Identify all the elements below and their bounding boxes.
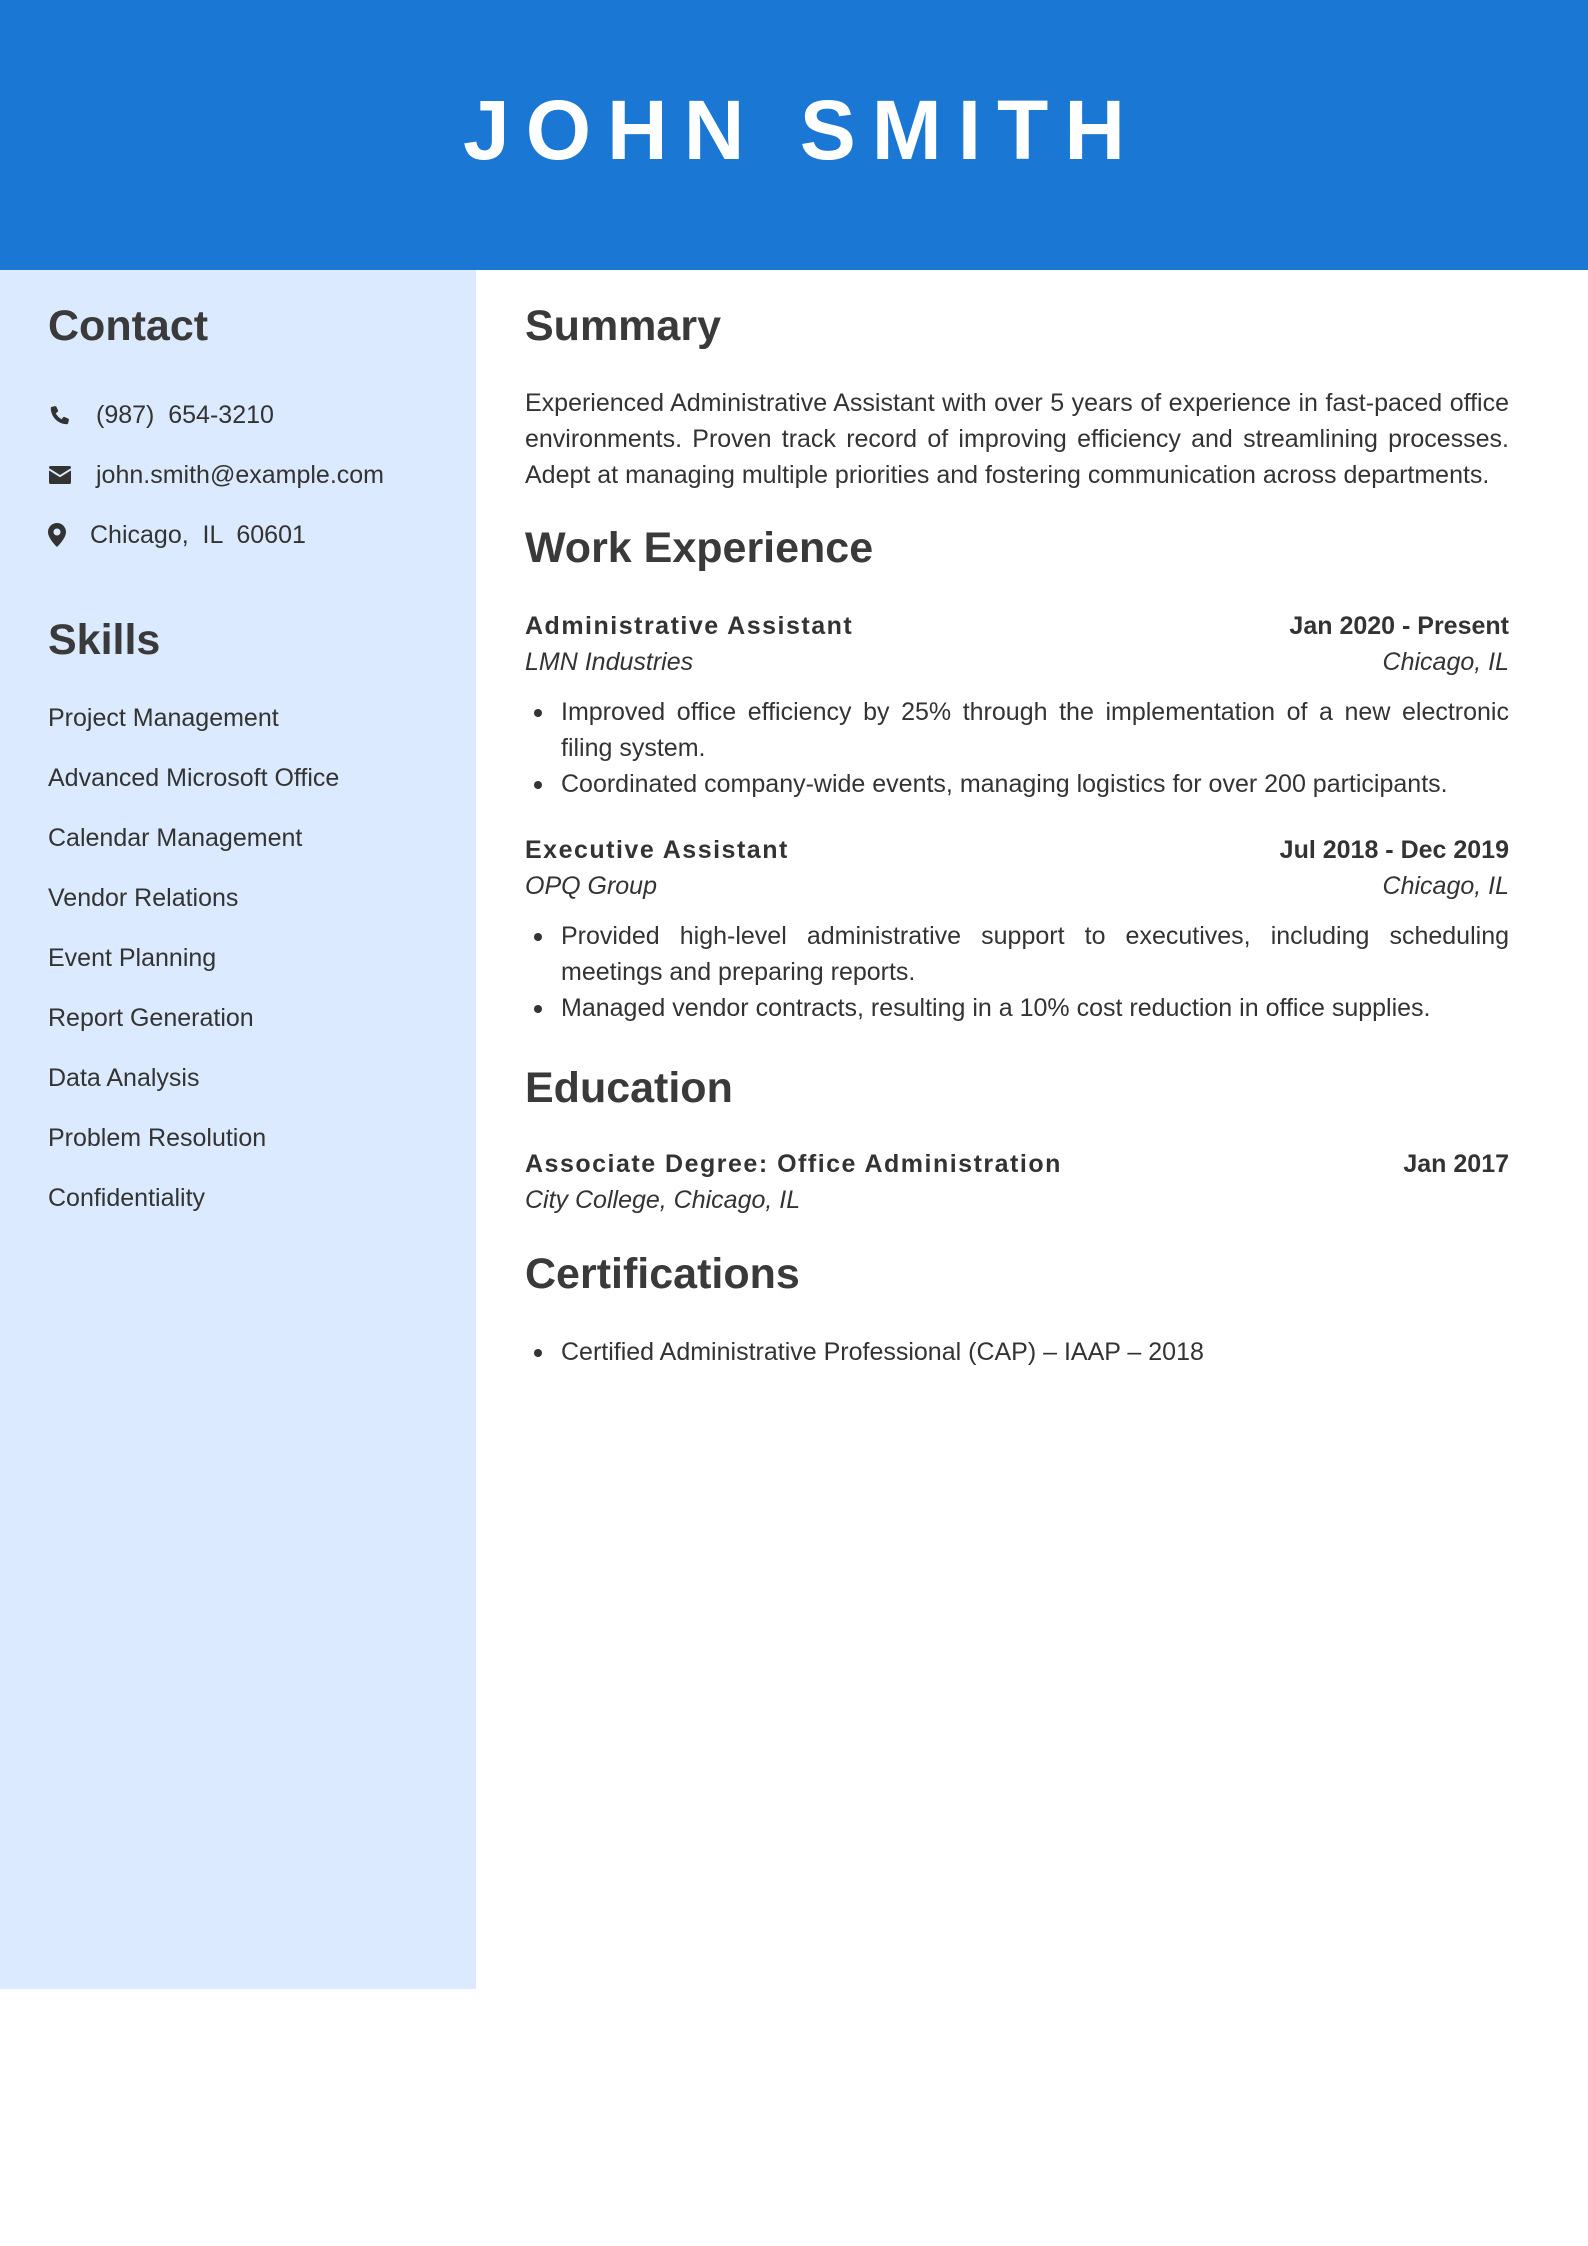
resume-header xyxy=(0,0,1588,270)
bullet-item: Managed vendor contracts, resulting in a 10% cost reduction in office supplies. xyxy=(525,990,1509,1026)
degree-date: Jan 2017 xyxy=(1403,1150,1509,1178)
phone-number[interactable]: (987) 654-3210 xyxy=(96,400,274,429)
job-bullets xyxy=(525,918,1509,1026)
skill-item: Confidentiality xyxy=(48,1184,206,1212)
degree-title: Associate Degree: Office Administration xyxy=(525,1150,1062,1178)
job-subheader xyxy=(525,872,1509,901)
job-dates: Jan 2020 - Present xyxy=(1289,612,1509,640)
school-name: City College, Chicago, IL xyxy=(525,1186,801,1214)
skill-item: Project Management xyxy=(48,704,279,732)
company-name: LMN Industries xyxy=(525,648,694,676)
candidate-name: JOHN SMITH xyxy=(462,82,1142,177)
phone-icon xyxy=(48,400,78,430)
job-dates: Jul 2018 - Dec 2019 xyxy=(1279,836,1509,864)
summary-heading: Summary xyxy=(525,302,721,350)
skills-heading: Skills xyxy=(48,616,161,664)
job-subheader xyxy=(525,648,1509,677)
job-location: Chicago, IL xyxy=(1382,872,1509,900)
contact-heading: Contact xyxy=(48,302,209,350)
skill-item: Advanced Microsoft Office xyxy=(48,764,340,792)
experience-heading: Work Experience xyxy=(525,524,874,572)
certifications-list xyxy=(525,1334,1509,1370)
company-name: OPQ Group xyxy=(525,872,657,900)
summary-text: Experienced Administrative Assistant with over 5 years of experience in fast-paced office environments. Proven track record of improving efficiency and streamlining processes. Adept at managing multiple priorities and fostering communication across departments. xyxy=(525,389,1509,489)
skill-item: Data Analysis xyxy=(48,1064,200,1092)
email-address[interactable]: john.smith@example.com xyxy=(96,460,384,489)
job-location: Chicago, IL xyxy=(1382,648,1509,676)
contact-location xyxy=(48,515,306,555)
education-header xyxy=(525,1150,1509,1179)
bullet-item: Improved office efficiency by 25% through the implementation of a new electronic filing system. xyxy=(525,694,1509,766)
skills-list xyxy=(48,698,339,1238)
contact-phone xyxy=(48,395,274,435)
certifications-heading: Certifications xyxy=(525,1250,800,1298)
job-header xyxy=(525,836,1509,865)
map-pin-icon xyxy=(48,520,72,550)
bullet-item: Coordinated company-wide events, managing logistics for over 200 participants. xyxy=(525,766,1509,802)
job-title: Executive Assistant xyxy=(525,836,789,864)
contact-email xyxy=(48,455,384,495)
envelope-icon xyxy=(48,460,78,490)
education-heading: Education xyxy=(525,1064,733,1112)
job-title: Administrative Assistant xyxy=(525,612,854,640)
skill-item: Vendor Relations xyxy=(48,884,239,912)
job-bullets xyxy=(525,694,1509,802)
job-header xyxy=(525,612,1509,641)
skill-item: Problem Resolution xyxy=(48,1124,267,1152)
skill-item: Event Planning xyxy=(48,944,217,972)
sidebar xyxy=(0,270,476,1989)
location-text: Chicago, IL 60601 xyxy=(90,520,306,549)
bullet-item: Provided high-level administrative support to executives, including scheduling meetings and preparing reports. xyxy=(525,918,1509,990)
skill-item: Calendar Management xyxy=(48,824,303,852)
education-subheader xyxy=(525,1186,1509,1215)
certification-item: Certified Administrative Professional (CAP) – IAAP – 2018 xyxy=(525,1334,1509,1370)
skill-item: Report Generation xyxy=(48,1004,254,1032)
